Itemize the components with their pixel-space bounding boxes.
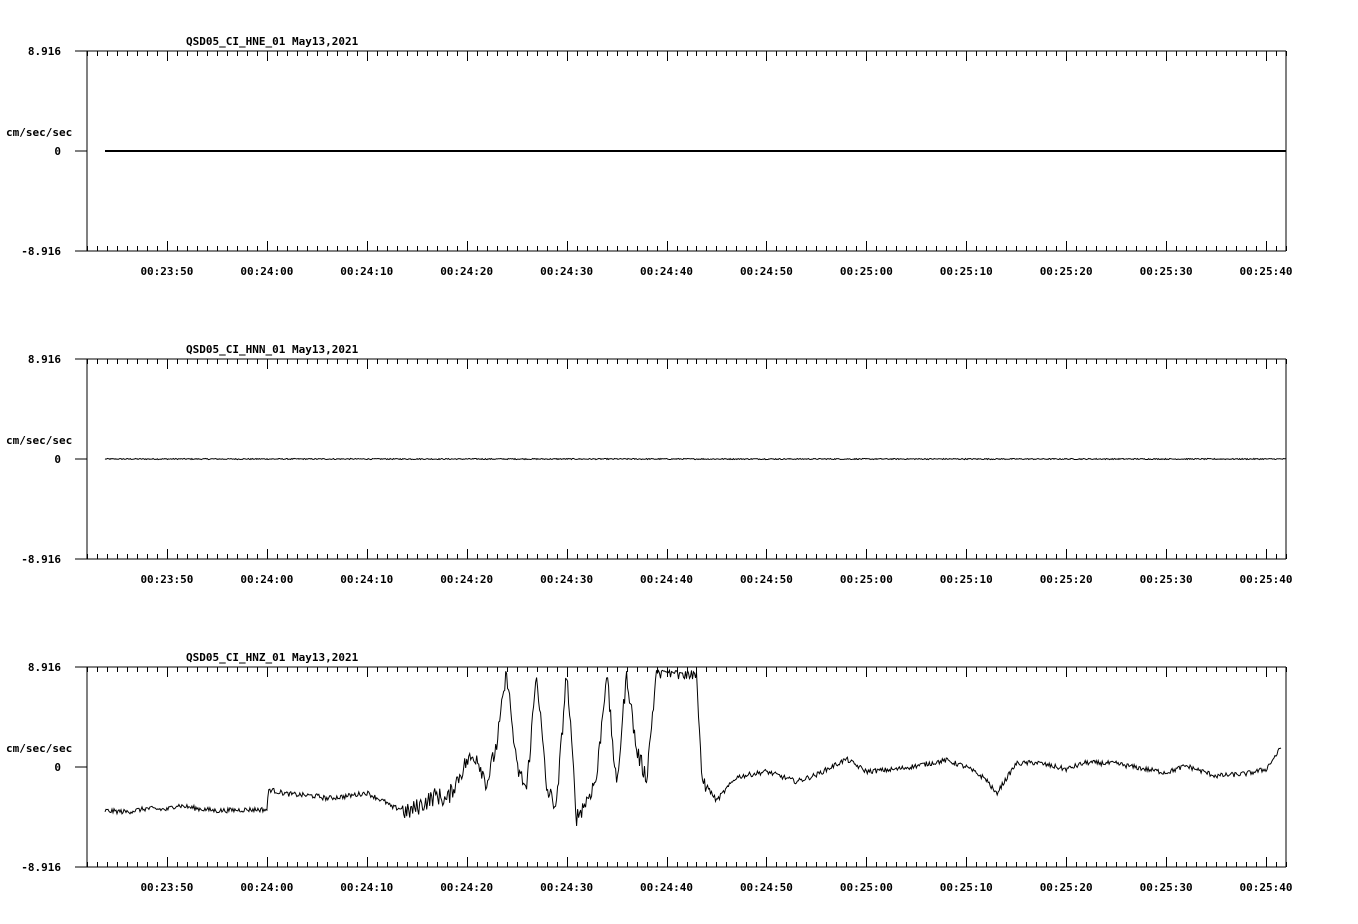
x-tick-label: 00:25:30 [1139,573,1193,586]
trace-line [105,458,1286,459]
x-tick-label: 00:23:50 [140,265,194,278]
y-tick-label: -8.916 [21,861,61,874]
chart-panel-3 [6,651,1293,894]
x-tick-label: 00:25:20 [1039,881,1093,894]
x-tick-label: 00:24:40 [640,265,694,278]
chart-title: QSD05_CI_HNZ_01 May13,2021 [186,651,359,664]
x-tick-label: 00:25:10 [939,573,993,586]
y-tick-label: 0 [54,453,61,466]
y-tick-label: 0 [54,145,61,158]
y-axis-label: cm/sec/sec [6,434,73,447]
x-tick-label: 00:24:00 [240,265,294,278]
chart-panel-2 [6,343,1293,586]
x-tick-label: 00:24:30 [540,881,594,894]
x-tick-label: 00:24:40 [640,573,694,586]
x-tick-label: 00:24:20 [440,265,494,278]
chart-panel-1 [6,35,1293,278]
x-tick-label: 00:25:40 [1239,573,1293,586]
x-tick-label: 00:25:20 [1039,265,1093,278]
x-tick-label: 00:25:10 [939,881,993,894]
x-tick-label: 00:24:10 [340,573,394,586]
y-axis-label: cm/sec/sec [6,742,73,755]
x-tick-label: 00:24:10 [340,881,394,894]
x-tick-label: 00:25:30 [1139,881,1193,894]
x-tick-label: 00:25:40 [1239,265,1293,278]
x-tick-label: 00:24:30 [540,265,594,278]
x-tick-label: 00:25:00 [839,881,893,894]
y-tick-label: 0 [54,761,61,774]
x-tick-label: 00:25:40 [1239,881,1293,894]
x-tick-label: 00:24:10 [340,265,394,278]
trace-line [105,670,1281,826]
y-tick-label: -8.916 [21,245,61,258]
x-tick-label: 00:24:50 [739,265,793,278]
x-tick-label: 00:25:00 [839,265,893,278]
x-tick-label: 00:24:40 [640,881,694,894]
y-tick-label: -8.916 [21,553,61,566]
x-tick-label: 00:24:30 [540,573,594,586]
x-tick-label: 00:24:50 [739,573,793,586]
x-tick-label: 00:25:20 [1039,573,1093,586]
x-tick-label: 00:25:30 [1139,265,1193,278]
chart-title: QSD05_CI_HNE_01 May13,2021 [186,35,359,48]
x-tick-label: 00:25:00 [839,573,893,586]
y-tick-label: 8.916 [27,353,61,366]
y-axis-label: cm/sec/sec [6,126,73,139]
x-tick-label: 00:24:20 [440,573,494,586]
x-tick-label: 00:24:20 [440,881,494,894]
chart-title: QSD05_CI_HNN_01 May13,2021 [186,343,359,356]
x-tick-label: 00:23:50 [140,881,194,894]
y-tick-label: 8.916 [27,45,61,58]
x-tick-label: 00:23:50 [140,573,194,586]
x-tick-label: 00:24:50 [739,881,793,894]
x-tick-label: 00:24:00 [240,573,294,586]
y-tick-label: 8.916 [27,661,61,674]
x-tick-label: 00:24:00 [240,881,294,894]
x-tick-label: 00:25:10 [939,265,993,278]
